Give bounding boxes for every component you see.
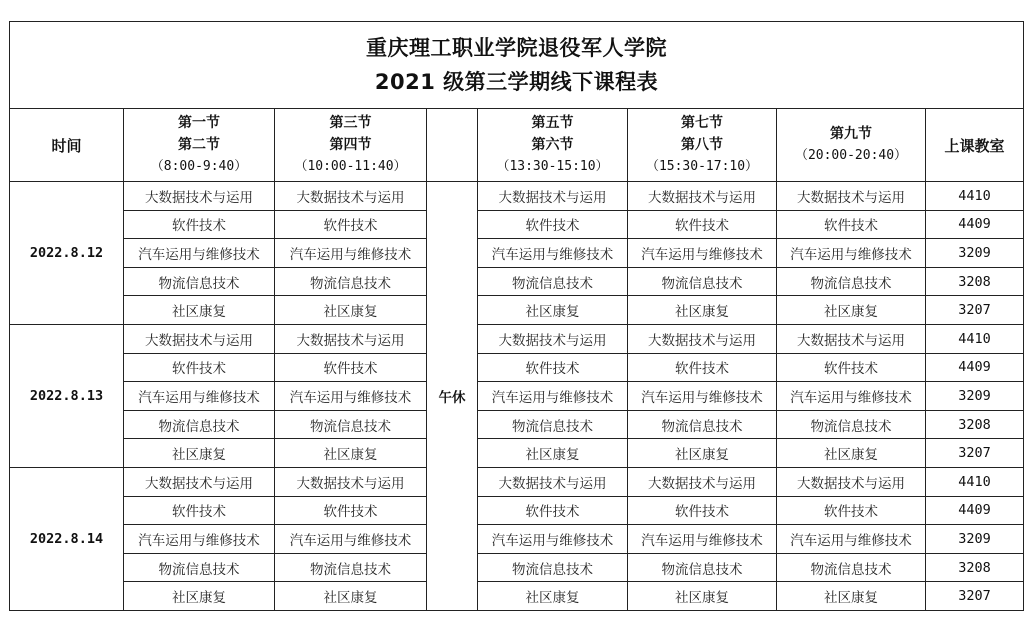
time-header-label: 时间 — [51, 136, 82, 155]
period-header-line2: 第六节 — [531, 137, 574, 153]
date-cell: 2022.8.13 — [10, 324, 124, 467]
course-cell: 大数据技术与运用 — [124, 467, 275, 496]
schedule-table — [9, 21, 1024, 611]
course-cell: 物流信息技术 — [628, 410, 777, 439]
course-cell: 软件技术 — [275, 353, 427, 382]
period-header-line1: 第七节 — [681, 115, 723, 131]
course-cell: 社区康复 — [777, 582, 926, 611]
period-header-line1: 第三节 — [329, 115, 372, 131]
course-cell: 社区康复 — [275, 582, 427, 611]
course-cell: 汽车运用与维修技术 — [777, 239, 926, 268]
course-cell: 汽车运用与维修技术 — [478, 525, 628, 554]
table-row — [10, 324, 1024, 353]
course-cell: 软件技术 — [628, 353, 777, 382]
lunch-break-cell: 午休 — [427, 182, 478, 611]
course-cell: 社区康复 — [478, 439, 628, 468]
course-cell: 物流信息技术 — [478, 267, 628, 296]
course-cell: 软件技术 — [777, 353, 926, 382]
table-row — [10, 467, 1024, 496]
period-header-time: （15:30-17:10） — [645, 159, 759, 174]
course-cell: 大数据技术与运用 — [628, 467, 777, 496]
course-cell: 软件技术 — [124, 496, 275, 525]
room-cell: 3208 — [926, 267, 1024, 296]
course-cell: 汽车运用与维修技术 — [777, 525, 926, 554]
course-cell: 软件技术 — [628, 496, 777, 525]
table-row — [10, 210, 1024, 239]
course-cell: 大数据技术与运用 — [275, 182, 427, 211]
course-cell: 大数据技术与运用 — [628, 182, 777, 211]
room-cell: 3209 — [926, 382, 1024, 411]
course-cell: 汽车运用与维修技术 — [124, 382, 275, 411]
title-block — [10, 22, 1024, 109]
course-cell: 物流信息技术 — [777, 267, 926, 296]
course-cell: 汽车运用与维修技术 — [124, 239, 275, 268]
room-cell: 4410 — [926, 324, 1024, 353]
course-cell: 社区康复 — [275, 296, 427, 325]
break-header — [427, 109, 478, 182]
table-row — [10, 582, 1024, 611]
course-cell: 社区康复 — [124, 439, 275, 468]
course-cell: 大数据技术与运用 — [777, 182, 926, 211]
period-header-time: （20:00-20:40） — [794, 148, 908, 163]
table-row — [10, 525, 1024, 554]
room-cell: 4409 — [926, 210, 1024, 239]
course-cell: 汽车运用与维修技术 — [124, 525, 275, 554]
course-cell: 大数据技术与运用 — [777, 467, 926, 496]
period-header-3 — [478, 109, 628, 182]
course-cell: 物流信息技术 — [628, 553, 777, 582]
period-header-line2: 第八节 — [681, 137, 723, 153]
room-cell: 3209 — [926, 239, 1024, 268]
table-row — [10, 496, 1024, 525]
period-header-time: （13:30-15:10） — [496, 159, 609, 174]
table-row — [10, 239, 1024, 268]
date-cell: 2022.8.14 — [10, 467, 124, 610]
date-cell: 2022.8.12 — [10, 182, 124, 325]
course-cell: 软件技术 — [124, 353, 275, 382]
period-header-time: （10:00-11:40） — [294, 159, 407, 174]
room-cell: 3208 — [926, 410, 1024, 439]
course-cell: 汽车运用与维修技术 — [478, 239, 628, 268]
room-cell: 3207 — [926, 439, 1024, 468]
room-cell: 4409 — [926, 496, 1024, 525]
course-cell: 软件技术 — [275, 210, 427, 239]
course-cell: 社区康复 — [478, 296, 628, 325]
time-header — [10, 109, 124, 182]
period-header-5 — [777, 109, 926, 182]
table-row — [10, 439, 1024, 468]
room-cell: 3207 — [926, 296, 1024, 325]
period-header-line2: 第二节 — [178, 137, 220, 153]
course-cell: 汽车运用与维修技术 — [628, 382, 777, 411]
course-cell: 社区康复 — [777, 296, 926, 325]
course-cell: 软件技术 — [275, 496, 427, 525]
course-cell: 物流信息技术 — [124, 410, 275, 439]
table-row — [10, 353, 1024, 382]
course-cell: 物流信息技术 — [275, 267, 427, 296]
table-row — [10, 296, 1024, 325]
course-cell: 大数据技术与运用 — [275, 467, 427, 496]
page-subtitle: 2021 级第三学期线下课程表 — [374, 70, 659, 94]
course-cell: 软件技术 — [478, 496, 628, 525]
course-cell: 汽车运用与维修技术 — [777, 382, 926, 411]
course-cell: 物流信息技术 — [628, 267, 777, 296]
course-cell: 汽车运用与维修技术 — [478, 382, 628, 411]
room-cell: 3208 — [926, 553, 1024, 582]
course-cell: 软件技术 — [777, 496, 926, 525]
period-header-1 — [124, 109, 275, 182]
course-cell: 物流信息技术 — [275, 553, 427, 582]
course-cell: 物流信息技术 — [124, 553, 275, 582]
course-cell: 软件技术 — [478, 353, 628, 382]
room-cell: 4409 — [926, 353, 1024, 382]
course-cell: 物流信息技术 — [478, 553, 628, 582]
course-cell: 汽车运用与维修技术 — [628, 239, 777, 268]
room-header — [926, 109, 1024, 182]
table-row — [10, 410, 1024, 439]
course-cell: 大数据技术与运用 — [478, 182, 628, 211]
course-cell: 软件技术 — [124, 210, 275, 239]
course-cell: 社区康复 — [478, 582, 628, 611]
page-title: 重庆理工职业学院退役军人学院 — [366, 36, 667, 60]
period-header-line1: 第五节 — [531, 115, 574, 131]
period-header-time: （8:00-9:40） — [150, 159, 248, 174]
table-row — [10, 553, 1024, 582]
course-cell: 物流信息技术 — [777, 410, 926, 439]
course-cell: 社区康复 — [777, 439, 926, 468]
period-header-line1: 第九节 — [830, 126, 872, 142]
period-header-2 — [275, 109, 427, 182]
table-row — [10, 382, 1024, 411]
course-cell: 大数据技术与运用 — [628, 324, 777, 353]
course-cell: 物流信息技术 — [777, 553, 926, 582]
course-cell: 软件技术 — [628, 210, 777, 239]
room-header-label: 上课教室 — [944, 136, 1005, 155]
course-cell: 社区康复 — [124, 582, 275, 611]
course-cell: 社区康复 — [124, 296, 275, 325]
course-cell: 物流信息技术 — [478, 410, 628, 439]
room-cell: 3209 — [926, 525, 1024, 554]
period-header-line2: 第四节 — [329, 137, 372, 153]
period-header-4 — [628, 109, 777, 182]
course-cell: 汽车运用与维修技术 — [628, 525, 777, 554]
course-cell: 大数据技术与运用 — [124, 324, 275, 353]
header-row — [10, 109, 1024, 182]
period-header-line1: 第一节 — [178, 115, 220, 131]
room-cell: 3207 — [926, 582, 1024, 611]
course-cell: 社区康复 — [275, 439, 427, 468]
course-cell: 软件技术 — [478, 210, 628, 239]
course-cell: 大数据技术与运用 — [777, 324, 926, 353]
course-cell: 汽车运用与维修技术 — [275, 382, 427, 411]
table-row — [10, 267, 1024, 296]
course-cell: 大数据技术与运用 — [124, 182, 275, 211]
course-cell: 社区康复 — [628, 296, 777, 325]
course-cell: 社区康复 — [628, 439, 777, 468]
table-row — [10, 182, 1024, 211]
room-cell: 4410 — [926, 182, 1024, 211]
course-cell: 物流信息技术 — [275, 410, 427, 439]
course-cell: 汽车运用与维修技术 — [275, 239, 427, 268]
course-cell: 汽车运用与维修技术 — [275, 525, 427, 554]
course-cell: 大数据技术与运用 — [478, 324, 628, 353]
course-cell: 社区康复 — [628, 582, 777, 611]
course-cell: 软件技术 — [777, 210, 926, 239]
room-cell: 4410 — [926, 467, 1024, 496]
course-cell: 物流信息技术 — [124, 267, 275, 296]
course-cell: 大数据技术与运用 — [275, 324, 427, 353]
course-cell: 大数据技术与运用 — [478, 467, 628, 496]
